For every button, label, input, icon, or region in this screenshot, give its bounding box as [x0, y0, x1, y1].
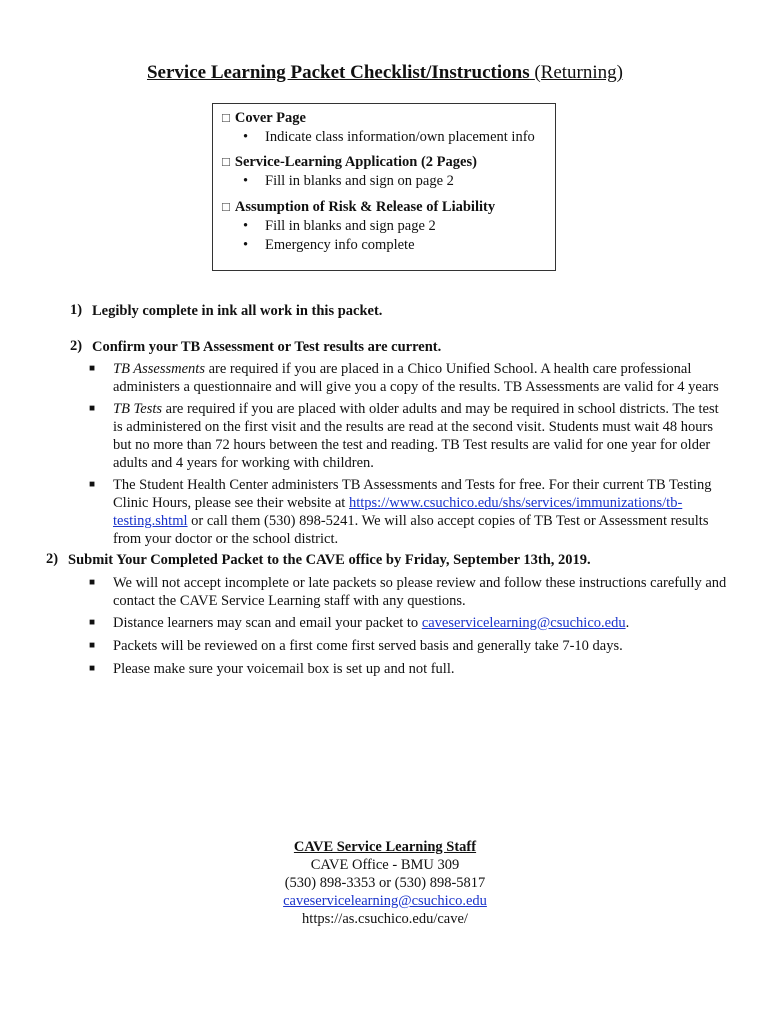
bullet-icon: • [243, 173, 249, 189]
late-packets-note: We will not accept incomplete or late packets so please review and follow these instructions carefully and contact the CAVE Service Learning staff with any questions. [113, 575, 727, 609]
checklist-box: ☐ Cover Page • Indicate class information/own placement info ☐ Service-Learning Application (2 Pages) • Fill in blanks and sign on page 2 ☐ Assumption of Risk & Release of Liability • Fill in blanks and sign page 2 • Emergency info complete [212, 103, 556, 271]
footer-email-link[interactable]: caveservicelearning@csuchico.edu [283, 893, 487, 909]
voicemail-note: Please make sure your voicemail box is set up and not full. [113, 661, 455, 677]
distance-learners-note: Distance learners may scan and email your packet to caveservicelearning@csuchico.edu. [113, 615, 630, 631]
checkbox-icon: ☐ [221, 112, 231, 125]
step-number: 1) [70, 302, 83, 318]
bullet-icon: • [243, 129, 249, 145]
checklist-item-cover-page: ☐ Cover Page [221, 110, 306, 126]
step-1-text: Legibly complete in ink all work in this packet. [92, 303, 383, 319]
bullet-icon: ■ [89, 640, 96, 651]
bullet-icon: • [243, 218, 249, 234]
footer-staff-heading: CAVE Service Learning Staff [293, 839, 477, 855]
checkbox-icon: ☐ [221, 201, 231, 214]
step-number: 2) [70, 338, 83, 354]
step-2-text: Confirm your TB Assessment or Test results are current. [92, 339, 442, 355]
page-title: Service Learning Packet Checklist/Instructions (Returning) [146, 62, 623, 83]
bullet-icon: ■ [89, 403, 96, 414]
bullet-icon: • [243, 237, 249, 253]
step-number: 2) [46, 551, 59, 567]
footer-phones: (530) 898-3353 or (530) 898-5817 [284, 875, 486, 891]
health-center-note: The Student Health Center administers TB Assessments and Tests for free. For their current TB Testing Clinic Hours, please see their website at https://www.csuchico.edu/shs/services/immunizations/tb-testing.shtml or call them (530) 898-5241. We will also accept copies of TB Test or Assessment results from your doctor or the school district. [113, 477, 712, 547]
checkbox-icon: ☐ [221, 156, 231, 169]
tb-testing-link[interactable]: https://www.csuchico.edu/shs/services/immunizations/tb-testing.shtml [113, 495, 683, 529]
bullet-icon: ■ [89, 479, 96, 490]
checklist-item-release: ☐ Assumption of Risk & Release of Liability [221, 199, 496, 215]
footer-office: CAVE Office - BMU 309 [310, 857, 460, 873]
step-3-text: Submit Your Completed Packet to the CAVE office by Friday, September 13th, 2019. [68, 552, 591, 568]
bullet-icon: ■ [89, 663, 96, 674]
tb-test-note: TB Tests are required if you are placed with older adults and may be required in school districts. The test is administered on the first visit and the results are read at the second visit. Students must wait 48 hours but no more than 72 hours between the test and reading. TB Test results are valid for one year for older adults and 4 years for working with children. [113, 401, 719, 471]
tb-assessment-note: TB Assessments are required if you are placed in a Chico Unified School. A health care professional administers a questionnaire and will give you a copy of the results. TB Assessments are valid for 4 years [113, 361, 719, 395]
bullet-icon: ■ [89, 617, 96, 628]
checklist-item-application: ☐ Service-Learning Application (2 Pages) [221, 154, 477, 170]
bullet-icon: ■ [89, 577, 96, 588]
bullet-icon: ■ [89, 363, 96, 374]
footer-email-row [0, 893, 770, 910]
review-timing-note: Packets will be reviewed on a first come first served basis and generally take 7-10 days. [113, 638, 623, 654]
footer-url: https://as.csuchico.edu/cave/ [302, 911, 468, 927]
email-link[interactable]: caveservicelearning@csuchico.edu [421, 615, 626, 631]
